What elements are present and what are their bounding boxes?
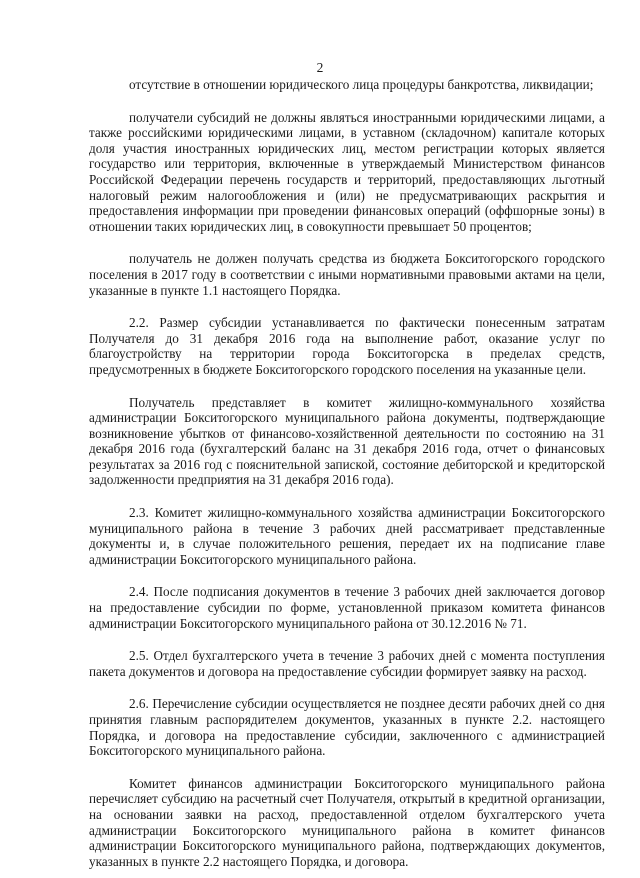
page-number: 2 — [316, 60, 324, 75]
paragraph-2-2: 2.2. Размер субсидии устанавливается по фактически понесенным затратам Получателя до 31 декабря 2016 года на выполнение работ, оказание услуг по благоустройству на территории города Бокситогорска в пределах средств, предусмотренных в бюджете Бокситогорского городского поселения на указанные цели. — [89, 315, 605, 377]
paragraph-2-5: 2.5. Отдел бухгалтерского учета в течение 3 рабочих дней с момента поступления пакета документов и договора на предоставление субсидии формирует заявку на расход. — [89, 648, 605, 679]
paragraph-bankruptcy: отсутствие в отношении юридического лица процедуры банкротства, ликвидации; — [129, 77, 594, 92]
paragraph-foreign-entities: получатели субсидий не должны являться иностранными юридическими лицами, а также российскими юридическими лицами, в уставном (складочном) капитале которых доля участия иностранных юридических лиц, местом регистрации которых является государство или территория, включенные в утверждаемый Министерством финансов Российской Федерации перечень государств и территорий, предоставляющих льготный налоговый режим налогообложения и (или) не предусматривающих раскрытия и предоставления информации при проведении финансовых операций (оффшорные зоны) в отношении таких юридических лиц, в совокупности превышает 50 процентов; — [89, 109, 605, 234]
paragraph-recipient-documents: Получатель представляет в комитет жилищно-коммунального хозяйства администрации Бокситогорского муниципального района документы, подтверждающие возникновение убытков от финансово-хозяйственной деятельности по состоянию на 31 декабря 2016 года (бухгалтерский баланс на 31 декабря 2016 года, отчет о финансовых результатах за 2016 год с пояснительной запиской, состояние дебиторской и кредиторской задолженности предприятия на 31 декабря 2016 года). — [89, 394, 605, 488]
document-body — [89, 77, 605, 869]
paragraph-2-3: 2.3. Комитет жилищно-коммунального хозяйства администрации Бокситогорского муниципального района в течение 3 рабочих дней рассматривает представленные документы и, в случае положительного решения, передает их на подписание главе администрации Бокситогорского муниципального района. — [89, 505, 605, 567]
paragraph-finance-committee: Комитет финансов администрации Бокситогорского муниципального района перечисляет субсидию на расчетный счет Получателя, открытый в кредитной организации, на основании заявки на расход, предоставленной отделом бухгалтерского учета администрации Бокситогорского муниципального района в комитет финансов администрации Бокситогорского муниципального района, подтверждающих документов, указанных в пункте 2.2 настоящего Порядка, и договора. — [89, 775, 605, 869]
paragraph-2-6: 2.6. Перечисление субсидии осуществляется не позднее десяти рабочих дней со дня принятия главным распорядителем документов, указанных в пункте 2.2. настоящего Порядка, и договора на предоставление субсидии, заключенного с администрацией Бокситогорского муниципального района. — [89, 696, 605, 759]
paragraph-budget-funds: получатель не должен получать средства из бюджета Бокситогорского городского поселения в 2017 году в соответствии с иными нормативными правовыми актами на цели, указанные в пункте 1.1 настоящего Порядка. — [89, 251, 605, 298]
paragraph-2-4: 2.4. После подписания документов в течение 3 рабочих дней заключается договор на предоставление субсидии по форме, установленной приказом комитета финансов администрации Бокситогорского муниципального района от 30.12.2016 № 71. — [89, 584, 605, 631]
